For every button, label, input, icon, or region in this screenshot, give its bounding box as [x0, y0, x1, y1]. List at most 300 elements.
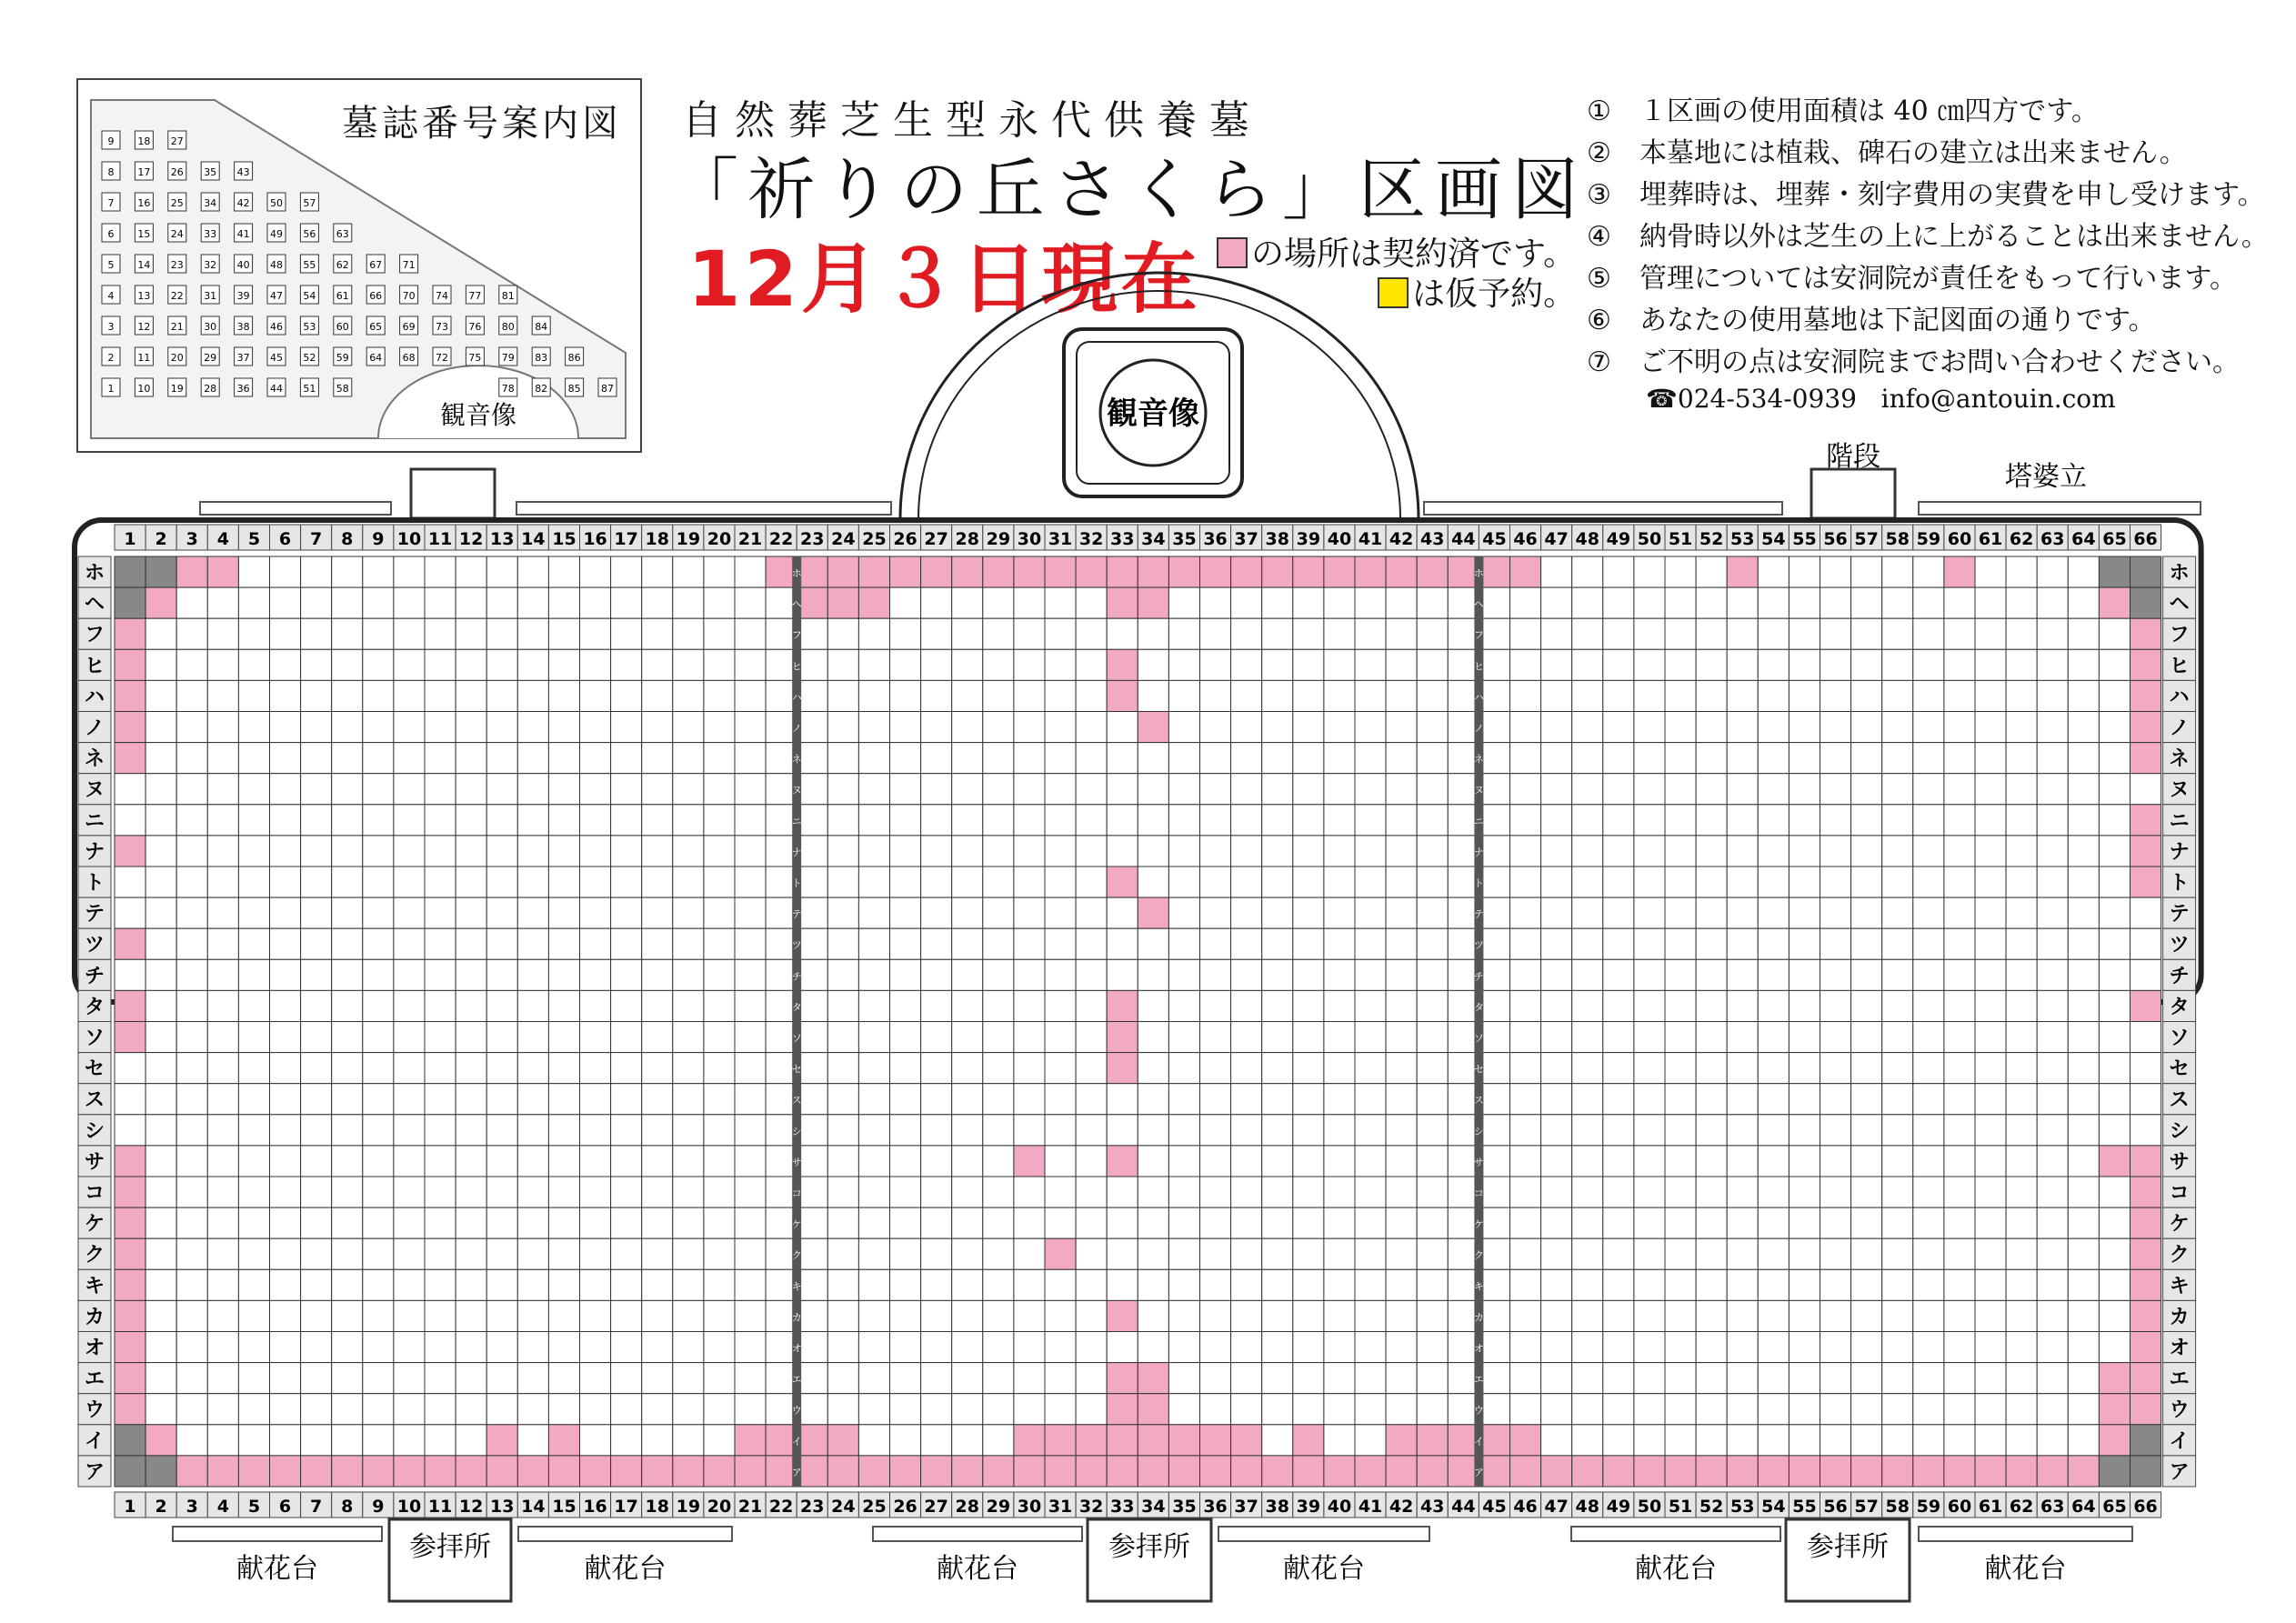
plot-cell — [1820, 556, 1851, 587]
plot-cell — [207, 712, 238, 743]
plot-cell — [394, 649, 425, 680]
guide-plot-number: 11 — [137, 352, 151, 364]
plot-cell — [2006, 836, 2037, 867]
column-number: 58 — [1885, 529, 1910, 549]
plot-cell — [1168, 1238, 1199, 1269]
plot-cell — [611, 1177, 642, 1207]
plot-cell — [1200, 1300, 1231, 1331]
column-number: 12 — [458, 529, 484, 549]
plot-cell — [270, 1300, 301, 1331]
plot-cell — [115, 990, 145, 1021]
plot-cell — [2068, 1238, 2099, 1269]
plot-cell — [1944, 1053, 1975, 1084]
plot-cell — [983, 712, 1014, 743]
guide-plot-number: 19 — [170, 383, 184, 395]
plot-cell — [1851, 649, 1882, 680]
divider-row-label: ト — [1473, 877, 1484, 889]
divider-row-label: ア — [1473, 1466, 1484, 1478]
plot-cell — [1076, 928, 1107, 959]
plot-cell — [1293, 836, 1324, 867]
plot-cell — [1510, 1269, 1541, 1300]
plot-cell — [1727, 959, 1758, 990]
plot-cell — [1913, 1269, 1944, 1300]
plot-cell — [1975, 805, 2006, 836]
plot-cell — [456, 1456, 486, 1487]
plot-cell — [1355, 1053, 1386, 1084]
column-number: 38 — [1265, 1497, 1289, 1517]
plot-cell — [2099, 618, 2130, 649]
plot-cell — [921, 712, 952, 743]
guide-plot-number: 21 — [170, 321, 184, 333]
plot-cell — [890, 959, 921, 990]
plot-cell — [952, 1332, 983, 1363]
plot-cell — [952, 649, 983, 680]
plot-cell — [332, 1238, 363, 1269]
plot-cell — [704, 1022, 735, 1053]
row-label: ホ — [2169, 562, 2190, 585]
plot-cell — [1913, 774, 1944, 805]
plot-cell — [611, 1053, 642, 1084]
plot-cell — [1882, 805, 1913, 836]
plot-cell — [1262, 1394, 1293, 1425]
plot-cell — [827, 1394, 858, 1425]
plot-cell — [115, 587, 145, 618]
plot-cell — [486, 897, 517, 928]
plot-cell — [394, 1332, 425, 1363]
plot-cell — [1882, 680, 1913, 711]
plot-cell — [517, 1269, 548, 1300]
plot-cell — [1758, 743, 1789, 774]
plot-cell — [1510, 587, 1541, 618]
plot-cell — [2037, 1146, 2068, 1177]
plot-cell — [115, 1363, 145, 1394]
plot-cell — [1913, 587, 1944, 618]
plot-cell — [952, 1177, 983, 1207]
plot-cell — [207, 1022, 238, 1053]
plot-cell — [1851, 897, 1882, 928]
plot-cell — [1820, 836, 1851, 867]
plot-cell — [2131, 990, 2161, 1021]
column-number: 49 — [1606, 529, 1631, 549]
plot-cell — [1913, 1332, 1944, 1363]
plot-cell — [548, 680, 579, 711]
plot-cell — [673, 1300, 704, 1331]
plot-cell — [1541, 680, 1572, 711]
guide-plot-number: 70 — [402, 290, 416, 302]
plot-cell — [1510, 867, 1541, 897]
plot-cell — [1293, 928, 1324, 959]
plot-cell — [115, 649, 145, 680]
plot-cell — [1200, 1084, 1231, 1115]
plot-cell — [1138, 1332, 1168, 1363]
plot-cell — [983, 1238, 1014, 1269]
plot-cell — [363, 1238, 394, 1269]
row-label: イ — [2169, 1429, 2190, 1453]
plot-cell — [642, 805, 673, 836]
plot-cell — [301, 743, 332, 774]
plot-cell — [2037, 1363, 2068, 1394]
note-text: ご不明の点は安洞院までお問い合わせください。 — [1639, 346, 2240, 378]
guide-plot-number: 28 — [204, 383, 217, 395]
plot-cell — [611, 990, 642, 1021]
divider-row-label: ヌ — [791, 784, 802, 796]
plot-cell — [301, 1269, 332, 1300]
plot-cell — [363, 836, 394, 867]
plot-cell — [207, 1363, 238, 1394]
plot-cell — [548, 990, 579, 1021]
plot-cell — [1417, 836, 1448, 867]
plot-cell — [517, 587, 548, 618]
plot-cell — [2131, 1394, 2161, 1425]
plot-cell — [1789, 1084, 1820, 1115]
plot-cell — [1200, 897, 1231, 928]
plot-cell — [238, 649, 269, 680]
plot-cell — [145, 649, 176, 680]
divider-row-label: サ — [1473, 1156, 1484, 1168]
divider-row-label: ヌ — [1473, 784, 1484, 796]
plot-cell — [1882, 1363, 1913, 1394]
plot-cell — [1200, 1115, 1231, 1146]
plot-cell — [735, 959, 766, 990]
plot-cell — [1355, 1456, 1386, 1487]
plot-cell — [1603, 712, 1634, 743]
plot-cell — [1386, 1332, 1417, 1363]
guide-plot-number: 56 — [303, 228, 316, 240]
plot-cell — [1355, 1269, 1386, 1300]
guide-plot-number: 40 — [236, 259, 250, 271]
plot-cell — [548, 1146, 579, 1177]
plot-cell — [735, 990, 766, 1021]
plot-cell — [611, 1332, 642, 1363]
plot-cell — [1231, 1146, 1262, 1177]
plot-cell — [1014, 1363, 1045, 1394]
plot-cell — [270, 680, 301, 711]
plot-cell — [1045, 1363, 1076, 1394]
plot-cell — [1262, 556, 1293, 587]
plot-cell — [1138, 1177, 1168, 1207]
plot-cell — [1603, 1394, 1634, 1425]
plot-cell — [1045, 928, 1076, 959]
plot-cell — [1603, 1053, 1634, 1084]
plot-cell — [1944, 1146, 1975, 1177]
plot-cell — [580, 1425, 611, 1456]
plot-cell — [1603, 897, 1634, 928]
flower-stand — [1218, 1527, 1429, 1541]
plot-cell — [176, 743, 207, 774]
plot-cell — [1262, 587, 1293, 618]
plot-cell — [580, 1115, 611, 1146]
plot-cell — [2006, 618, 2037, 649]
plot-cell — [1758, 649, 1789, 680]
plot-cell — [890, 1332, 921, 1363]
plot-cell — [1634, 1146, 1665, 1177]
plot-cell — [2131, 743, 2161, 774]
plot-cell — [858, 805, 889, 836]
plot-cell — [1324, 1269, 1355, 1300]
plot-cell — [363, 1300, 394, 1331]
plot-cell — [1975, 1394, 2006, 1425]
plot-cell — [1107, 1394, 1138, 1425]
column-number: 57 — [1854, 1497, 1879, 1517]
plot-cell — [1324, 928, 1355, 959]
plot-cell — [301, 774, 332, 805]
column-number: 56 — [1823, 1497, 1848, 1517]
plot-cell — [270, 556, 301, 587]
plot-cell — [517, 1363, 548, 1394]
plot-cell — [673, 743, 704, 774]
plot-cell — [1789, 1425, 1820, 1456]
plot-cell — [983, 1394, 1014, 1425]
plot-cell — [890, 1022, 921, 1053]
plot-cell — [580, 959, 611, 990]
plot-cell — [1324, 1425, 1355, 1456]
plot-cell — [456, 1269, 486, 1300]
plot-cell — [270, 1022, 301, 1053]
plot-cell — [1262, 1115, 1293, 1146]
plot-cell — [1355, 1177, 1386, 1207]
plot-cell — [735, 712, 766, 743]
plot-cell — [1231, 1269, 1262, 1300]
plot-cell — [1200, 1022, 1231, 1053]
plot-cell — [1882, 1207, 1913, 1238]
column-number: 33 — [1110, 1497, 1135, 1517]
plot-cell — [1913, 556, 1944, 587]
guide-plot-number: 3 — [107, 321, 115, 333]
plot-cell — [548, 774, 579, 805]
plot-cell — [1882, 1084, 1913, 1115]
plot-cell — [1665, 1115, 1696, 1146]
plot-cell — [115, 774, 145, 805]
plot-cell — [425, 836, 456, 867]
plot-cell — [611, 1115, 642, 1146]
row-label: ニ — [2169, 809, 2190, 833]
plot-cell — [1634, 649, 1665, 680]
plot-cell — [1572, 1084, 1603, 1115]
plot-cell — [704, 928, 735, 959]
plot-cell — [548, 1425, 579, 1456]
plot-cell — [1758, 680, 1789, 711]
plot-cell — [1386, 1269, 1417, 1300]
plot-cell — [1107, 1084, 1138, 1115]
row-label: タ — [2169, 996, 2190, 1019]
plot-cell — [238, 587, 269, 618]
plot-cell — [1168, 1177, 1199, 1207]
plot-cell — [1634, 897, 1665, 928]
plot-cell — [1510, 1053, 1541, 1084]
guide-plot-number: 72 — [436, 352, 448, 364]
plot-cell — [1603, 649, 1634, 680]
plot-cell — [115, 1115, 145, 1146]
divider-row-label: ナ — [791, 846, 802, 858]
guide-plot-number: 25 — [170, 197, 184, 209]
plot-cell — [642, 743, 673, 774]
plot-cell — [363, 1053, 394, 1084]
plot-cell — [1696, 587, 1727, 618]
plot-cell — [270, 1238, 301, 1269]
plot-cell — [548, 805, 579, 836]
plot-cell — [207, 1300, 238, 1331]
plot-cell — [1634, 1300, 1665, 1331]
plot-cell — [1572, 990, 1603, 1021]
plot-cell — [1634, 1177, 1665, 1207]
flower-stand-label: 献花台 — [937, 1553, 1018, 1585]
plot-cell — [517, 897, 548, 928]
plot-cell — [1851, 1115, 1882, 1146]
plot-cell — [1603, 836, 1634, 867]
plot-cell — [270, 774, 301, 805]
note-text: 本墓地には植栽、碑石の建立は出来ません。 — [1639, 137, 2187, 169]
plot-cell — [1386, 1363, 1417, 1394]
column-number: 52 — [1699, 529, 1724, 549]
column-number: 31 — [1048, 1497, 1073, 1517]
plot-cell — [176, 928, 207, 959]
plot-cell — [1386, 1022, 1417, 1053]
plot-cell — [1324, 897, 1355, 928]
column-number: 7 — [310, 1497, 323, 1517]
plot-cell — [1541, 587, 1572, 618]
plot-cell — [332, 556, 363, 587]
plot-cell — [1107, 805, 1138, 836]
plot-cell — [1417, 1425, 1448, 1456]
plot-cell — [1975, 680, 2006, 711]
plot-cell — [1293, 805, 1324, 836]
plot-cell — [425, 1394, 456, 1425]
plot-cell — [1634, 928, 1665, 959]
guide-plot-number: 7 — [107, 197, 115, 209]
guide-plot-number: 34 — [204, 197, 217, 209]
plot-cell — [1820, 649, 1851, 680]
plot-cell — [1510, 1084, 1541, 1115]
plot-cell — [1913, 1363, 1944, 1394]
guide-plot-number: 54 — [303, 290, 316, 302]
plot-cell — [858, 774, 889, 805]
column-number: 37 — [1234, 529, 1258, 549]
plot-cell — [1386, 867, 1417, 897]
plot-cell — [301, 805, 332, 836]
plot-cell — [1696, 836, 1727, 867]
plot-cell — [611, 1269, 642, 1300]
plot-cell — [1076, 1053, 1107, 1084]
plot-cell — [1572, 649, 1603, 680]
guide-plot-number: 74 — [436, 290, 448, 302]
plot-cell — [1168, 959, 1199, 990]
legend-reserved-label: は仮予約。 — [1412, 276, 1577, 313]
plot-cell — [1541, 1332, 1572, 1363]
plot-cell — [176, 618, 207, 649]
plot-cell — [1665, 1084, 1696, 1115]
plot-cell — [270, 712, 301, 743]
plot-cell — [1727, 897, 1758, 928]
column-number: 17 — [614, 529, 638, 549]
plot-cell — [2006, 1425, 2037, 1456]
guide-plot-number: 48 — [270, 259, 283, 271]
guide-plot-number: 23 — [170, 259, 184, 271]
plot-cell — [2006, 1300, 2037, 1331]
plot-cell — [2131, 836, 2161, 867]
plot-cell — [1758, 867, 1789, 897]
plot-cell — [145, 1332, 176, 1363]
row-label: エ — [2169, 1368, 2190, 1391]
plot-cell — [486, 1238, 517, 1269]
plot-cell — [704, 1300, 735, 1331]
guide-plot-number: 33 — [204, 228, 217, 240]
plot-cell — [1200, 1332, 1231, 1363]
guide-plot-number: 13 — [137, 290, 151, 302]
plot-cell — [1262, 1177, 1293, 1207]
plot-cell — [1231, 1053, 1262, 1084]
plot-cell — [115, 1238, 145, 1269]
plot-cell — [1851, 680, 1882, 711]
plot-cell — [2131, 1053, 2161, 1084]
plot-cell — [890, 897, 921, 928]
column-number: 34 — [1141, 529, 1166, 549]
plot-cell — [1634, 867, 1665, 897]
plot-cell — [858, 618, 889, 649]
plot-cell — [704, 743, 735, 774]
plot-cell — [1603, 959, 1634, 990]
column-number: 5 — [247, 529, 261, 549]
plot-cell — [1913, 805, 1944, 836]
plot-cell — [2131, 1238, 2161, 1269]
plot-cell — [332, 743, 363, 774]
plot-cell — [238, 1425, 269, 1456]
plot-cell — [1758, 712, 1789, 743]
divider-row-label: エ — [1473, 1373, 1484, 1386]
plot-cell — [1541, 1177, 1572, 1207]
plot-cell — [1882, 836, 1913, 867]
plot-cell — [1696, 743, 1727, 774]
column-number: 25 — [862, 529, 887, 549]
plot-cell — [1014, 897, 1045, 928]
plot-cell — [1975, 897, 2006, 928]
plot-cell — [1168, 897, 1199, 928]
plot-cell — [486, 1425, 517, 1456]
plot-cell — [176, 1207, 207, 1238]
column-number: 58 — [1885, 1497, 1910, 1517]
plot-cell — [2006, 867, 2037, 897]
plot-cell — [1231, 928, 1262, 959]
plot-cell — [1324, 1115, 1355, 1146]
plot-cell — [890, 928, 921, 959]
plot-cell — [1851, 1269, 1882, 1300]
plot-cell — [425, 959, 456, 990]
row-label: ス — [84, 1088, 105, 1112]
plot-cell — [238, 990, 269, 1021]
plot-cell — [642, 1022, 673, 1053]
plot-cell — [1200, 556, 1231, 587]
plot-cell — [1293, 1456, 1324, 1487]
plot-cell — [1944, 1115, 1975, 1146]
plot-cell — [983, 1022, 1014, 1053]
plot-cell — [2006, 897, 2037, 928]
plot-cell — [673, 1146, 704, 1177]
plot-cell — [1665, 774, 1696, 805]
plot-cell — [1603, 1084, 1634, 1115]
flower-stand-label: 献花台 — [236, 1553, 318, 1585]
plot-cell — [270, 867, 301, 897]
row-label: ツ — [2169, 934, 2190, 957]
plot-cell — [1634, 1425, 1665, 1456]
plot-cell — [394, 959, 425, 990]
plot-cell — [1293, 1084, 1324, 1115]
plot-cell — [1417, 1207, 1448, 1238]
divider-row-label: イ — [791, 1435, 802, 1448]
column-number: 3 — [185, 1497, 198, 1517]
plot-cell — [1572, 1394, 1603, 1425]
plot-cell — [2006, 1363, 2037, 1394]
row-label: ソ — [2169, 1027, 2190, 1050]
row-label: チ — [84, 965, 105, 988]
